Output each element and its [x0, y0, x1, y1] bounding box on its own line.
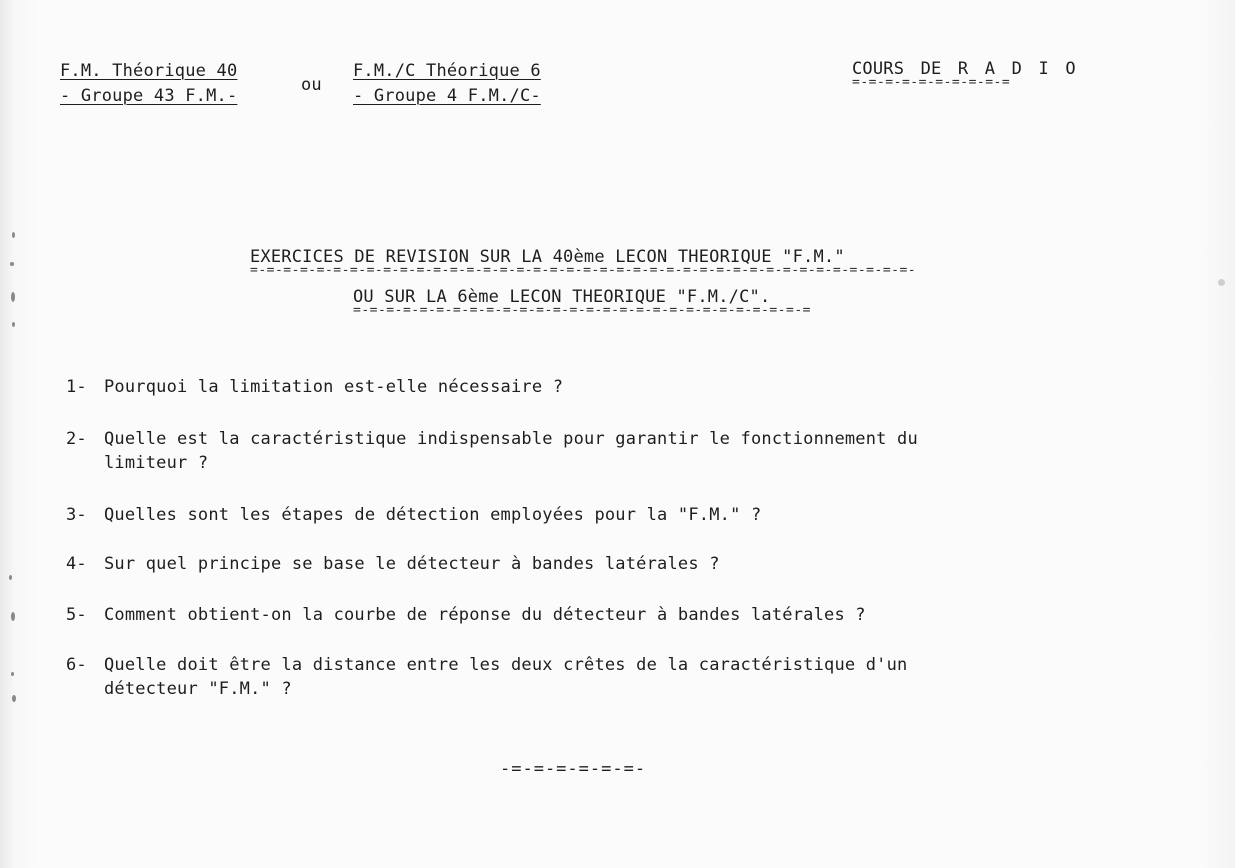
- question-number: 4-: [66, 554, 87, 574]
- question-5: [66, 603, 1166, 627]
- question-number: 3-: [66, 505, 87, 525]
- scan-speck: [12, 232, 15, 238]
- question-number: 2-: [66, 429, 87, 449]
- scan-speck: [11, 672, 14, 676]
- question-1: [66, 375, 1166, 399]
- header-middle-line2: - Groupe 4 F.M./C-: [353, 86, 541, 106]
- question-text: Pourquoi la limitation est-elle nécessaire ?: [104, 377, 564, 397]
- course-title: COURS DE R A D I O: [852, 59, 1076, 79]
- question-2: [66, 427, 1166, 475]
- question-6: [66, 653, 1166, 701]
- question-text: Comment obtient-on la courbe de réponse du détecteur à bandes latérales ?: [104, 605, 866, 625]
- exercise-title-line2-underline: =-=-=-=-=-=-=-=-=-=-=-=-=-=-=-=-=-=-=-=-=-=-=-=-=-=-=-=: [353, 304, 811, 317]
- exercise-title-line1: EXERCICES DE REVISION SUR LA 40ème LECON THEORIQUE "F.M.": [250, 247, 845, 267]
- question-text-continued: limiteur ?: [104, 453, 209, 473]
- question-text-continued: détecteur "F.M." ?: [104, 679, 292, 699]
- scan-speck: [11, 612, 15, 621]
- header-connector: ou: [301, 75, 322, 95]
- scan-speck: [9, 575, 12, 580]
- question-text: Quelles sont les étapes de détection employées pour la "F.M." ?: [104, 505, 762, 525]
- scan-speck: [1218, 279, 1225, 286]
- scan-speck: [11, 292, 15, 302]
- header-middle-line1: F.M./C Théorique 6: [353, 61, 541, 81]
- header-left-line1: F.M. Théorique 40: [60, 61, 238, 81]
- scan-speck: [12, 695, 16, 702]
- question-3: [66, 503, 1166, 527]
- course-title-underline: =-=-=-=-=-=-=-=-=-=: [852, 76, 1011, 89]
- question-text: Quelle est la caractéristique indispensable pour garantir le fonctionnement du: [104, 429, 918, 449]
- scan-speck: [12, 322, 15, 327]
- exercise-title-line1-underline: =-=-=-=-=-=-=-=-=-=-=-=-=-=-=-=-=-=-=-=-=-=-=-=-=-=-=-=-=-=-=-=-=-=-=-=-=-=-=-=-: [250, 264, 917, 277]
- question-4: [66, 552, 1166, 576]
- scan-speck: [10, 262, 14, 266]
- question-text: Quelle doit être la distance entre les deux crêtes de la caractéristique d'un: [104, 655, 908, 675]
- exercise-title-line2: OU SUR LA 6ème LECON THEORIQUE "F.M./C".: [353, 287, 771, 307]
- footer-separator: -=-=-=-=-=-=-: [500, 759, 647, 779]
- question-number: 5-: [66, 605, 87, 625]
- question-text: Sur quel principe se base le détecteur à bandes latérales ?: [104, 554, 720, 574]
- header-left-line2: - Groupe 43 F.M.-: [60, 86, 238, 106]
- question-number: 1-: [66, 377, 87, 397]
- question-number: 6-: [66, 655, 87, 675]
